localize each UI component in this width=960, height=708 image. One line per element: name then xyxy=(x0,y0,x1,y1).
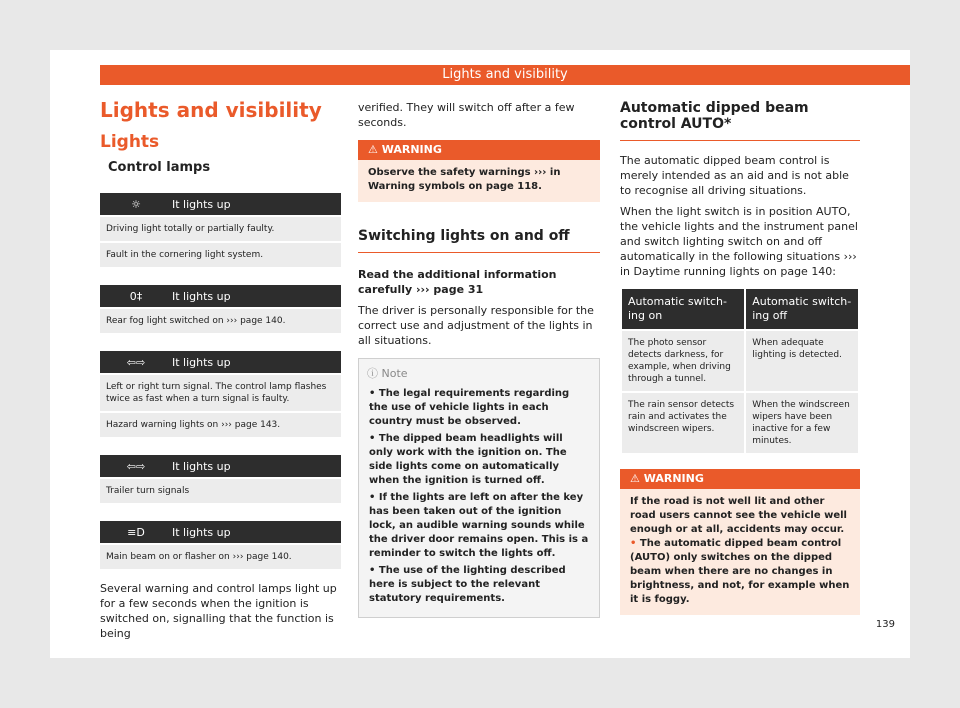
note-item: • The use of the lighting described here is subject to the relevant statutory requirements. xyxy=(369,565,566,604)
paragraph: The automatic dipped beam control is merely intended as an aid and is not able to recognise all driving situations. xyxy=(620,154,849,197)
lamp-block-rear-fog: 0‡ It lights up Rear fog light switched on ››› page 140. xyxy=(100,285,341,333)
info-icon: ⓘ xyxy=(367,367,382,380)
table-row: The photo sensor detects darkness, for example, when driving through a tunnel. When adequate lighting is detected. xyxy=(622,331,858,391)
warning-icon: ⚠ xyxy=(368,143,382,156)
lamp-row: Left or right turn signal. The control lamp flashes twice as fast when a turn signal is faulty. xyxy=(100,375,341,411)
turn-signal-icon: ⇦⇨ xyxy=(126,355,146,369)
read-more: Read the additional information carefully ››› page 31 xyxy=(358,268,557,296)
note-item: • The legal requirements regarding the use of vehicle lights in each country must be observed. xyxy=(369,388,570,427)
lamp-row: Driving light totally or partially faulty. xyxy=(100,217,341,241)
table-header: Automatic switch-ing on xyxy=(622,289,744,329)
note-item: • If the lights are left on after the key has been taken out of the ignition lock, an audible warning sounds while the driver door remains open. This is a reminder to switch the lights off. xyxy=(369,492,589,559)
column-left xyxy=(100,90,341,641)
table-header: Automatic switch-ing off xyxy=(746,289,858,329)
lamp-row: Trailer turn signals xyxy=(100,479,341,503)
subsection-title: Control lamps xyxy=(108,160,211,175)
lamp-block-turn-signal: ⇦⇨ It lights up Left or right turn signal. The control lamp flashes twice as fast when a turn signal is faulty. Hazard warning lights on ››› page 143. xyxy=(100,351,341,437)
section-title: Switching lights on and off xyxy=(358,228,600,253)
rear-fog-light-icon: 0‡ xyxy=(129,289,143,303)
note-item: • The dipped beam headlights will only work with the ignition on. The side lights come on automatically when the ignition is turned off. xyxy=(369,433,567,486)
section-title: Lights xyxy=(100,132,160,152)
paragraph: verified. They will switch off after a few seconds. xyxy=(358,101,575,129)
lamp-block-main-beam: ≡D It lights up Main beam on or flasher on ››› page 140. xyxy=(100,521,341,569)
trailer-signal-icon: ⇦⇨ xyxy=(126,459,146,473)
table-row: The rain sensor detects rain and activates the windscreen wipers. When the windscreen wipers have been inactive for a few minutes. xyxy=(622,393,858,453)
manual-page xyxy=(50,50,910,658)
chapter-header: Lights and visibility xyxy=(100,65,910,85)
warning-box: ⚠ WARNING Observe the safety warnings ››› in Warning symbols on page 118. xyxy=(358,140,600,202)
lamp-block-trailer: ⇦⇨ It lights up Trailer turn signals xyxy=(100,455,341,503)
paragraph: When the light switch is in position AUTO, the vehicle lights and the instrument panel and switch lighting switch on and off automatically in the following situations ››› in Daytime running lights on page 140: xyxy=(620,205,858,278)
paragraph: Several warning and control lamps light up for a few seconds when the ignition is switched on, signalling that the function is being xyxy=(100,582,337,640)
column-middle xyxy=(358,90,600,618)
chapter-title: Lights and visibility xyxy=(100,98,322,122)
lamp-row: Main beam on or flasher on ››› page 140. xyxy=(100,545,341,569)
lamp-row: Fault in the cornering light system. xyxy=(100,243,341,267)
warning-item: • The automatic dipped beam control (AUTO) only switches on the dipped beam when there are no changes in brightness, and not, for example when it is foggy. xyxy=(630,538,850,605)
warning-box: ⚠ WARNING If the road is not well lit and other road users cannot see the vehicle well enough or at all, accidents may occur. • The automatic dipped beam control (AUTO) only switches on the dipped beam when there are no changes in brightness, and not, for example when it is foggy. xyxy=(620,469,860,615)
paragraph: The driver is personally responsible for the correct use and adjustment of the lights in all situations. xyxy=(358,304,594,347)
note-box: ⓘ Note • The legal requirements regarding the use of vehicle lights in each country must be observed. • The dipped beam headlights will only work with the ignition on. The side lights come on automatically when the ignition is turned off. • If the lights are left on after the key has been taken out of the ignition lock, an audible warning sounds while the driver door remains open. This is a reminder to switch the lights off. • The use of the lighting described here is subject to the relevant statutory requirements. xyxy=(358,358,600,618)
lamp-row: Hazard warning lights on ››› page 143. xyxy=(100,413,341,437)
warning-icon: ⚠ xyxy=(630,472,644,485)
light-fault-icon: ☼ xyxy=(131,197,141,211)
main-beam-icon: ≡D xyxy=(127,525,145,539)
warning-item: If the road is not well lit and other road users cannot see the vehicle well enough or at all, accidents may occur. xyxy=(630,496,847,535)
page-number: 139 xyxy=(875,619,895,630)
lamp-block-light-fault: ☼ It lights up Driving light totally or partially faulty. Fault in the cornering light system. xyxy=(100,193,341,267)
lamp-row: Rear fog light switched on ››› page 140. xyxy=(100,309,341,333)
auto-switch-table xyxy=(620,287,860,455)
column-right xyxy=(620,90,860,615)
section-title: Automatic dipped beam control AUTO* xyxy=(620,100,860,141)
